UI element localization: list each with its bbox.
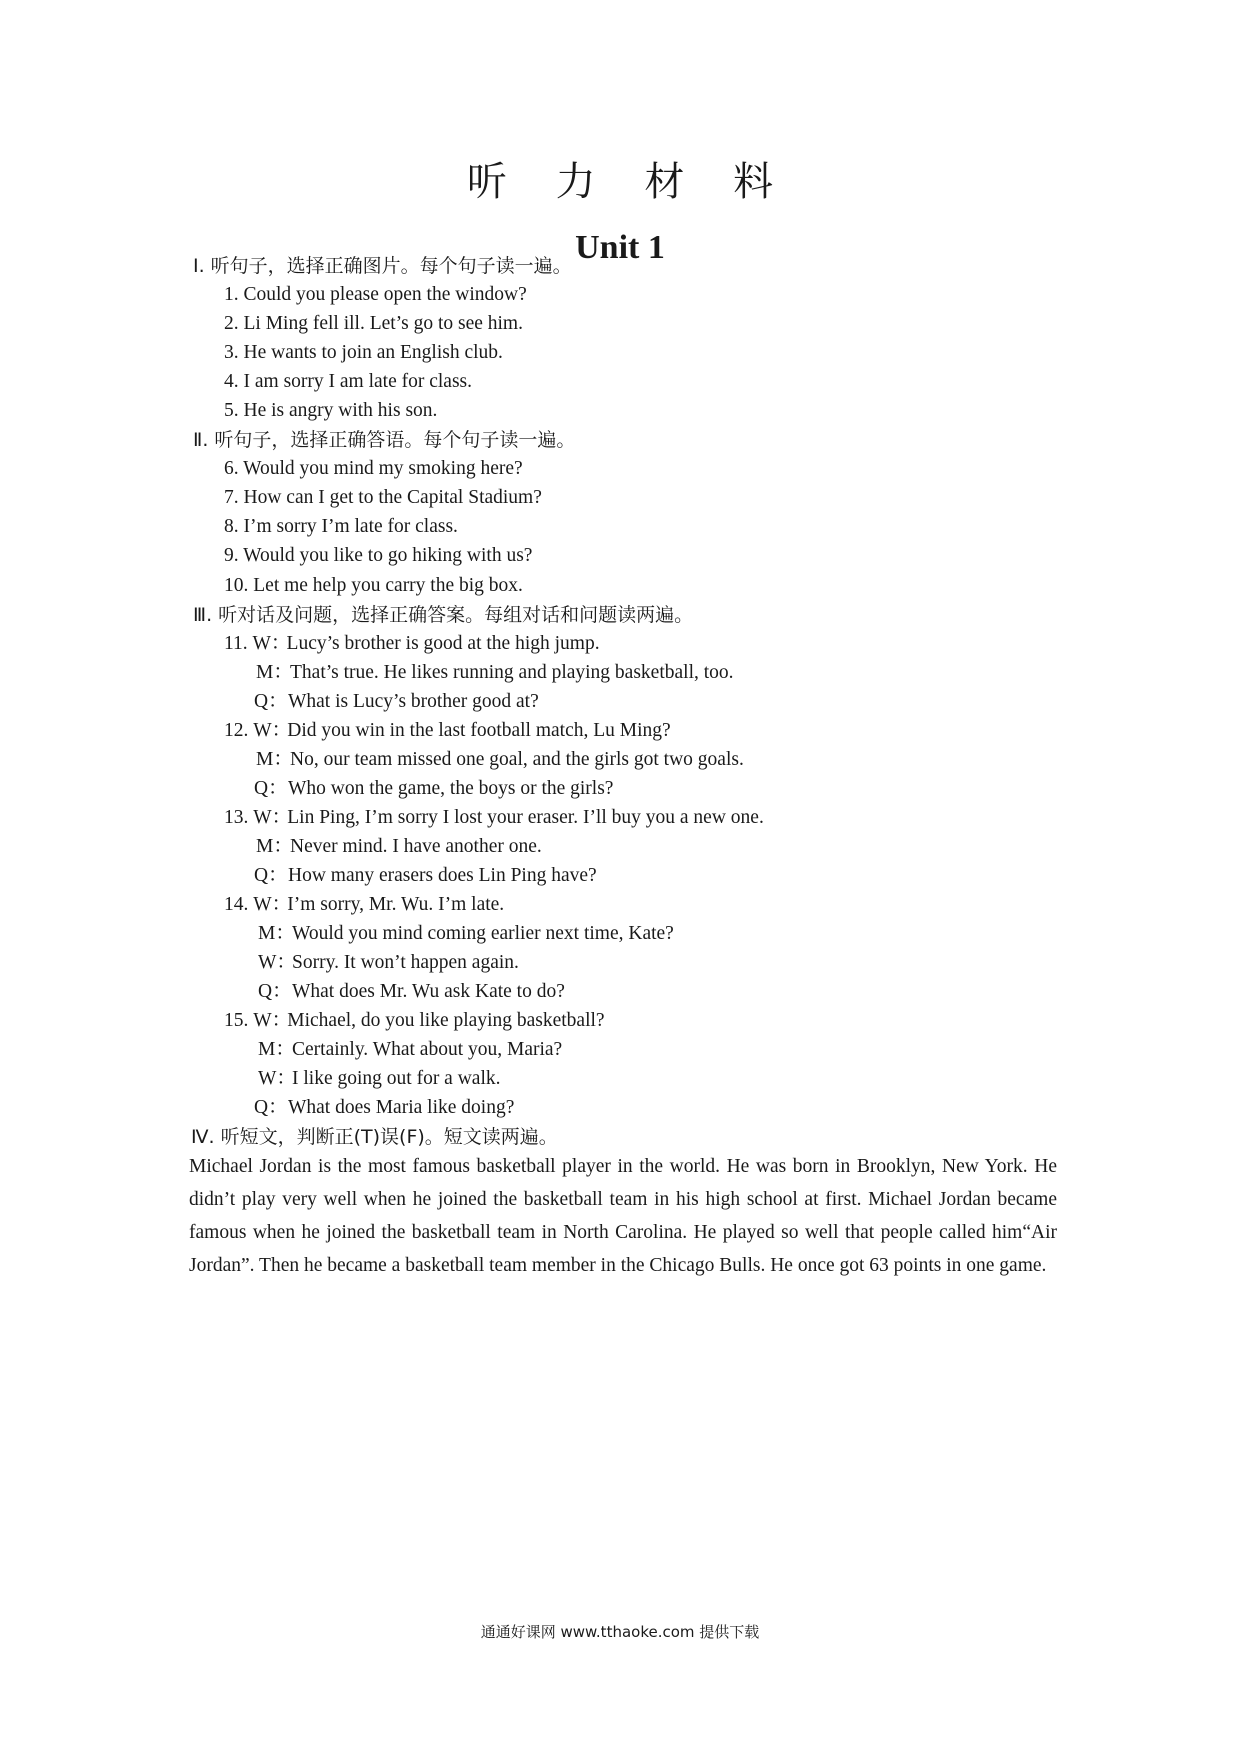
dialogue-text: What is Lucy’s brother good at? [288, 691, 539, 712]
dialogue-line [258, 979, 565, 1005]
list-item: 1. Could you please open the window? [224, 284, 527, 305]
unit-title: Unit 1 [575, 229, 665, 266]
dialogue-line [258, 1066, 501, 1092]
dialogue-line [224, 631, 600, 657]
dialogue-number: 12. [224, 720, 249, 741]
list-item: 3. He wants to join an English club. [224, 342, 503, 363]
dialogue-number: 13. [224, 807, 249, 828]
dialogue-line [258, 921, 674, 947]
dialogue-line [256, 747, 744, 773]
speaker-label: Q： [254, 691, 288, 712]
dialogue-text: Lucy’s brother is good at the high jump. [286, 633, 600, 654]
passage-paragraph: Michael Jordan is the most famous basketball player in the world. He was born in Brooklyn, New York. He didn’t play very well when he joined the basketball team in his high school at first. Michael Jordan became famous when he joined the basketball team in North Carolina. He played so well that people called him“Air Jordan”. Then he became a basketball team member in the Chicago Bulls. He once got 63 points in one game. [189, 1156, 1057, 1276]
dialogue-text: Michael, do you like playing basketball? [287, 1010, 605, 1031]
dialogue-text: Lin Ping, I’m sorry I lost your eraser. I’ll buy you a new one. [287, 807, 764, 828]
list-item: 5. He is angry with his son. [224, 400, 438, 421]
speaker-label: W： [258, 1068, 296, 1089]
speaker-label: W： [253, 807, 292, 828]
dialogue-line [224, 1008, 605, 1034]
dialogue-line [254, 776, 613, 802]
list-item: 8. I’m sorry I’m late for class. [224, 516, 458, 537]
dialogue-text: I like going out for a walk. [292, 1068, 501, 1089]
speaker-label: M： [256, 836, 293, 857]
speaker-label: W： [253, 894, 292, 915]
list-item: 7. How can I get to the Capital Stadium? [224, 487, 542, 508]
dialogue-line [256, 660, 734, 686]
speaker-label: Q： [254, 865, 288, 886]
dialogue-line [258, 950, 519, 976]
dialogue-number: 11. [224, 633, 248, 654]
speaker-label: M： [258, 923, 295, 944]
dialogue-text: Would you mind coming earlier next time, Kate? [292, 923, 674, 944]
dialogue-line [224, 892, 504, 918]
dialogue-text: Did you win in the last football match, Lu Ming? [287, 720, 671, 741]
list-item: 2. Li Ming fell ill. Let’s go to see him. [224, 313, 523, 334]
dialogue-line [258, 1037, 562, 1063]
speaker-label: W： [252, 633, 291, 654]
page-title: 听 力 材 料 [466, 159, 792, 205]
list-item: 4. I am sorry I am late for class. [224, 371, 472, 392]
dialogue-line [256, 834, 542, 860]
speaker-label: Q： [254, 778, 288, 799]
dialogue-text: That’s true. He likes running and playing basketball, too. [290, 662, 734, 683]
dialogue-text: Certainly. What about you, Maria? [292, 1039, 563, 1060]
speaker-label: W： [258, 952, 296, 973]
speaker-label: Q： [258, 981, 292, 1002]
dialogue-line [254, 689, 539, 715]
list-item: 10. Let me help you carry the big box. [224, 575, 523, 596]
speaker-label: W： [253, 1010, 292, 1031]
page-footer: 通通好课网 www.tthaoke.com 提供下载 [480, 1623, 760, 1641]
dialogue-text: No, our team missed one goal, and the girls got two goals. [290, 749, 744, 770]
dialogue-line [254, 863, 597, 889]
list-item: 9. Would you like to go hiking with us? [224, 545, 533, 566]
dialogue-text: Sorry. It won’t happen again. [292, 952, 519, 973]
speaker-label: M： [256, 662, 293, 683]
speaker-label: M： [256, 749, 293, 770]
section-heading-3: Ⅲ. 听对话及问题，选择正确答案。每组对话和问题读两遍。 [193, 604, 694, 626]
dialogue-text: I’m sorry, Mr. Wu. I’m late. [287, 894, 505, 915]
dialogue-number: 14. [224, 894, 249, 915]
dialogue-line [224, 805, 764, 831]
speaker-label: Q： [254, 1097, 288, 1118]
list-item: 6. Would you mind my smoking here? [224, 458, 523, 479]
dialogue-number: 15. [224, 1010, 249, 1031]
dialogue-text: Who won the game, the boys or the girls? [288, 778, 614, 799]
dialogue-text: What does Maria like doing? [288, 1097, 515, 1118]
section-heading-2: Ⅱ. 听句子，选择正确答语。每个句子读一遍。 [193, 429, 576, 451]
dialogue-text: Never mind. I have another one. [290, 836, 542, 857]
speaker-label: W： [253, 720, 292, 741]
dialogue-line [224, 718, 671, 744]
dialogue-line [254, 1095, 514, 1121]
section-heading-4: Ⅳ. 听短文，判断正(T)误(F)。短文读两遍。 [191, 1126, 558, 1148]
speaker-label: M： [258, 1039, 295, 1060]
dialogue-text: How many erasers does Lin Ping have? [288, 865, 597, 886]
dialogue-text: What does Mr. Wu ask Kate to do? [292, 981, 565, 1002]
section-heading-1: Ⅰ. 听句子，选择正确图片。每个句子读一遍。 [193, 255, 572, 277]
